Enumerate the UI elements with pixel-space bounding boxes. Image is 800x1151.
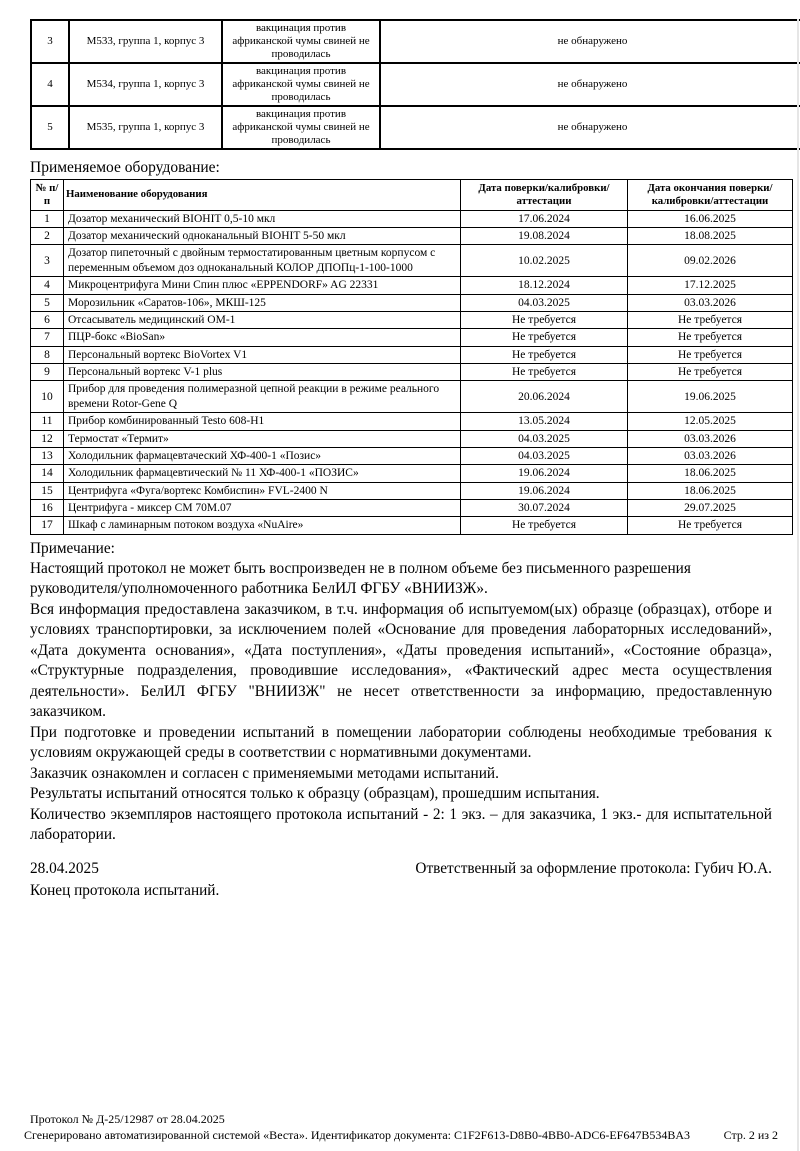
equipment-date-end: Не требуется [628, 364, 793, 381]
note-paragraph: Количество экземпляров настоящего протокола испытаний - 2: 1 экз. – для заказчика, 1 экз.- для испытательной лаборатории. [30, 805, 772, 844]
equipment-table [30, 179, 793, 535]
equipment-row [31, 311, 793, 328]
equipment-name: Шкаф с ламинарным потоком воздуха «NuAire» [64, 517, 461, 534]
equipment-row [31, 517, 793, 534]
sample-id: М534, группа 1, корпус 3 [69, 63, 222, 106]
equipment-row [31, 465, 793, 482]
page-edge-divider [797, 19, 799, 1151]
equipment-date-start: 04.03.2025 [461, 430, 628, 447]
equipment-name: Прибор для проведения полимеразной цепной реакции в режиме реального времени Rotor-Gene Q [64, 381, 461, 413]
equipment-name: Термостат «Термит» [64, 430, 461, 447]
equipment-date-end: 03.03.2026 [628, 294, 793, 311]
equipment-header-number: № п/п [31, 179, 64, 210]
notes-section-title: Примечание: [30, 539, 115, 557]
sample-result: не обнаружено [380, 63, 800, 106]
equipment-date-end: 16.06.2025 [628, 210, 793, 227]
sample-result: не обнаружено [380, 106, 800, 149]
equipment-row [31, 294, 793, 311]
equipment-date-start: Не требуется [461, 329, 628, 346]
equipment-date-end: 18.06.2025 [628, 482, 793, 499]
equipment-number: 15 [31, 482, 64, 499]
equipment-name: Микроцентрифуга Мини Спин плюс «EPPENDORF» AG 22331 [64, 277, 461, 294]
equipment-number: 4 [31, 277, 64, 294]
equipment-row [31, 245, 793, 277]
equipment-number: 7 [31, 329, 64, 346]
equipment-date-end: Не требуется [628, 517, 793, 534]
equipment-date-end: 12.05.2025 [628, 413, 793, 430]
equipment-header-date-end: Дата окончания поверки/калибровки/аттестации [628, 179, 793, 210]
note-paragraph: Настоящий протокол не может быть воспроизведен не в полном объеме без письменного разрешения руководителя/уполномоченного работника БелИЛ ФГБУ «ВНИИЗЖ». [30, 559, 691, 598]
equipment-row [31, 228, 793, 245]
equipment-date-end: 03.03.2026 [628, 430, 793, 447]
equipment-row [31, 430, 793, 447]
equipment-row [31, 447, 793, 464]
sample-row [31, 106, 800, 149]
equipment-date-start: 18.12.2024 [461, 277, 628, 294]
equipment-number: 12 [31, 430, 64, 447]
equipment-row [31, 500, 793, 517]
equipment-number: 13 [31, 447, 64, 464]
equipment-date-start: Не требуется [461, 364, 628, 381]
equipment-date-end: Не требуется [628, 311, 793, 328]
sample-number: 4 [31, 63, 69, 106]
equipment-name: Отсасыватель медицинский ОМ-1 [64, 311, 461, 328]
equipment-name: Дозатор механический одноканальный BIOHIT 5-50 мкл [64, 228, 461, 245]
note-paragraph: Результаты испытаний относятся только к образцу (образцам), прошедшим испытания. [30, 785, 600, 803]
footer-page-number: Стр. 2 из 2 [723, 1128, 778, 1142]
page-footer [24, 1111, 778, 1143]
equipment-name: ПЦР-бокс «BioSan» [64, 329, 461, 346]
equipment-number: 2 [31, 228, 64, 245]
equipment-name: Персональный вортекс V-1 plus [64, 364, 461, 381]
equipment-name: Персональный вортекс BioVortex V1 [64, 346, 461, 363]
equipment-number: 3 [31, 245, 64, 277]
samples-results-table [30, 19, 800, 150]
sample-number: 5 [31, 106, 69, 149]
equipment-date-end: 17.12.2025 [628, 277, 793, 294]
equipment-date-end: 09.02.2026 [628, 245, 793, 277]
equipment-date-end: 19.06.2025 [628, 381, 793, 413]
equipment-number: 10 [31, 381, 64, 413]
equipment-number: 17 [31, 517, 64, 534]
equipment-date-end: 18.06.2025 [628, 465, 793, 482]
equipment-date-end: 18.08.2025 [628, 228, 793, 245]
equipment-row [31, 210, 793, 227]
protocol-date: 28.04.2025 [30, 859, 99, 877]
equipment-row [31, 413, 793, 430]
equipment-row [31, 346, 793, 363]
equipment-date-start: 04.03.2025 [461, 294, 628, 311]
equipment-number: 5 [31, 294, 64, 311]
equipment-number: 6 [31, 311, 64, 328]
equipment-number: 11 [31, 413, 64, 430]
equipment-row [31, 277, 793, 294]
equipment-date-start: 10.02.2025 [461, 245, 628, 277]
sample-id: М535, группа 1, корпус 3 [69, 106, 222, 149]
equipment-header-name: Наименование оборудования [64, 179, 461, 210]
equipment-row [31, 381, 793, 413]
sample-id: М533, группа 1, корпус 3 [69, 20, 222, 63]
page-content [30, 19, 772, 902]
sample-row [31, 20, 800, 63]
sample-result: не обнаружено [380, 20, 800, 63]
end-of-protocol-note: Конец протокола испытаний. [30, 881, 220, 899]
equipment-header-date-start: Дата поверки/калибровки/аттестации [461, 179, 628, 210]
responsible-person: Ответственный за оформление протокола: Губич Ю.А. [415, 859, 772, 877]
sample-vaccination-info: вакцинация против африканской чумы свиней не проводилась [222, 106, 380, 149]
equipment-date-end: Не требуется [628, 346, 793, 363]
equipment-date-start: 20.06.2024 [461, 381, 628, 413]
signature-row [30, 859, 772, 879]
equipment-name: Дозатор механический BIOHIT 0,5-10 мкл [64, 210, 461, 227]
equipment-name: Холодильник фармацевтический № 11 ХФ-400-1 «ПОЗИС» [64, 465, 461, 482]
equipment-name: Дозатор пипеточный с двойным термостатированным цветным корпусом с переменным объемом доз одноканальный КОЛОР ДПОПц-1-100-1000 [64, 245, 461, 277]
equipment-row [31, 482, 793, 499]
equipment-date-start: 17.06.2024 [461, 210, 628, 227]
sample-row [31, 63, 800, 106]
equipment-name: Прибор комбинированный Testo 608-H1 [64, 413, 461, 430]
equipment-number: 8 [31, 346, 64, 363]
equipment-date-end: 03.03.2026 [628, 447, 793, 464]
equipment-date-start: 30.07.2024 [461, 500, 628, 517]
equipment-date-start: Не требуется [461, 346, 628, 363]
equipment-date-start: Не требуется [461, 517, 628, 534]
note-paragraph: При подготовке и проведении испытаний в помещении лаборатории соблюдены необходимые требования к условиям окружающей среды в соответствии с нормативными документами. [30, 723, 772, 762]
equipment-number: 14 [31, 465, 64, 482]
equipment-date-start: 19.06.2024 [461, 465, 628, 482]
equipment-number: 1 [31, 210, 64, 227]
equipment-section-title: Применяемое оборудование: [30, 158, 220, 176]
equipment-date-start: 13.05.2024 [461, 413, 628, 430]
equipment-date-end: Не требуется [628, 329, 793, 346]
footer-generated-info: Сгенерировано автоматизированной системой «Веста». Идентификатор документа: C1F2F613-D8B0-4BB0-ADC6-EF647B534BA3 [24, 1128, 691, 1142]
equipment-name: Морозильник «Саратов-106», МКШ-125 [64, 294, 461, 311]
equipment-table-header [31, 179, 793, 210]
footer-protocol-number: Протокол № Д-25/12987 от 28.04.2025 [30, 1112, 225, 1126]
notes-paragraphs [30, 559, 772, 846]
equipment-date-start: 04.03.2025 [461, 447, 628, 464]
sample-vaccination-info: вакцинация против африканской чумы свиней не проводилась [222, 20, 380, 63]
equipment-name: Центрифуга «Фуга/вортекс Комбиспин» FVL-2400 N [64, 482, 461, 499]
equipment-row [31, 364, 793, 381]
equipment-date-start: Не требуется [461, 311, 628, 328]
note-paragraph: Заказчик ознакомлен и согласен с применяемыми методами испытаний. [30, 764, 499, 782]
note-paragraph: Вся информация предоставлена заказчиком, в т.ч. информация об испытуемом(ых) образце (образцах), отборе и условиях транспортировки, за исключением полей «Основание для проведения лабораторных исследований», «Дата документа основания», «Дата поступления», «Даты проведения испытаний», «Состояние образца», «Структурные подразделения, проводившие исследования», «Фактический адрес места осуществления деятельности». БелИЛ ФГБУ "ВНИИЗЖ" не несет ответственности за информацию, предоставленную заказчиком. [30, 600, 772, 721]
equipment-date-start: 19.08.2024 [461, 228, 628, 245]
equipment-number: 9 [31, 364, 64, 381]
sample-vaccination-info: вакцинация против африканской чумы свиней не проводилась [222, 63, 380, 106]
equipment-name: Центрифуга - миксер СМ 70М.07 [64, 500, 461, 517]
equipment-number: 16 [31, 500, 64, 517]
sample-number: 3 [31, 20, 69, 63]
protocol-page [0, 19, 800, 1151]
equipment-date-start: 19.06.2024 [461, 482, 628, 499]
equipment-name: Холодильник фармацевтаческий ХФ-400-1 «Позис» [64, 447, 461, 464]
equipment-row [31, 329, 793, 346]
equipment-date-end: 29.07.2025 [628, 500, 793, 517]
